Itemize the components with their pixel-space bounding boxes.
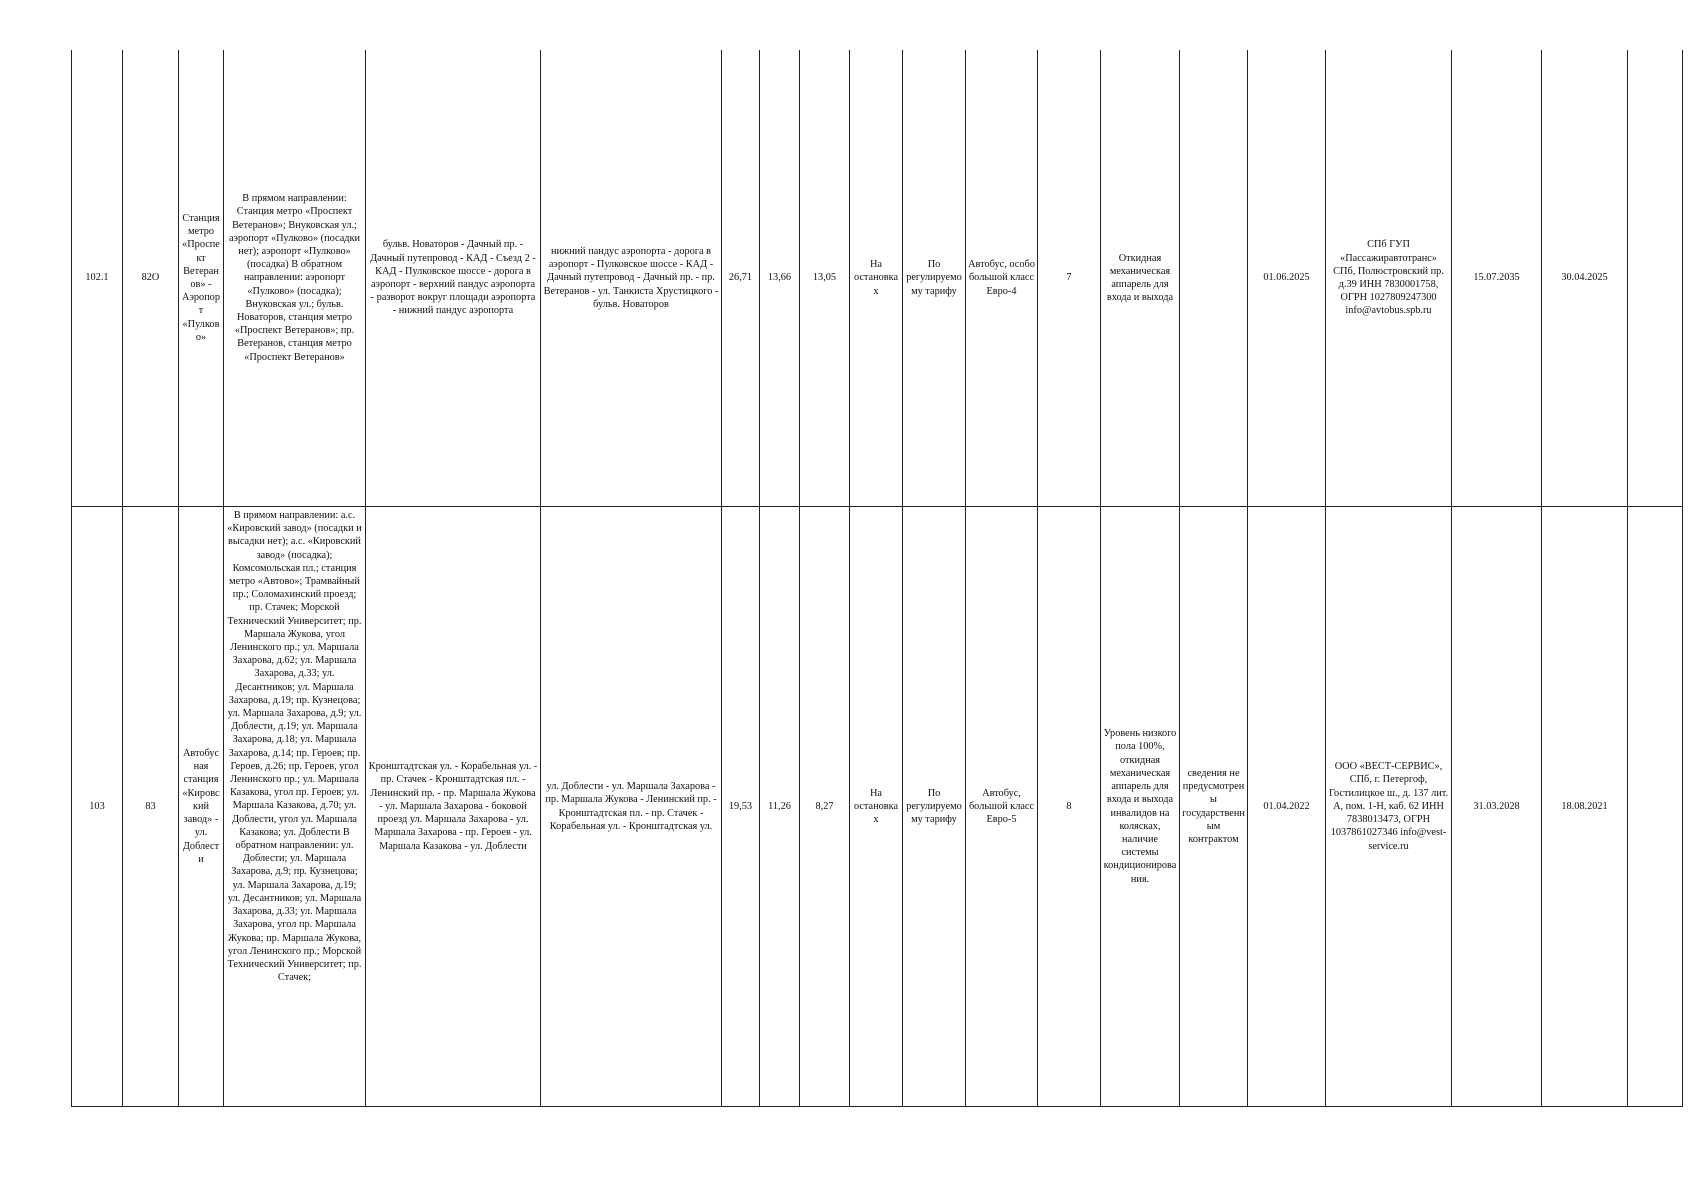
- route-number-cell: 83: [123, 507, 179, 1107]
- vehicle-count-cell: 8: [1038, 507, 1101, 1107]
- features-cell: Уровень низкого пола 100%, откидная механическая аппарель для входа и выхода инвалидов на колясках, наличие системы кондиционирования.: [1101, 507, 1180, 1107]
- table-row: [72, 50, 1683, 507]
- length-back-cell: 13,66: [760, 50, 800, 507]
- features-cell: Откидная механическая аппарель для входа и выхода: [1101, 50, 1180, 507]
- start-date-cell: 01.06.2025: [1248, 50, 1326, 507]
- streets-back-cell: нижний пандус аэропорта - дорога в аэропорт - Пулковское шоссе - КАД - Дачный путепровод - Дачный пр. - пр. Ветеранов - ул. Танкиста Хрустицкого - бульв. Новаторов: [541, 50, 722, 507]
- reg-number-cell: 102.1: [72, 50, 123, 507]
- stops-cell: [224, 507, 366, 1107]
- route-name-cell: Автобусная станция «Кировский завод» - ул. Доблести: [179, 507, 224, 1107]
- tariff-cell: По регулируемому тарифу: [903, 507, 966, 1107]
- route-number-cell: 82О: [123, 50, 179, 507]
- note-cell: [1628, 50, 1683, 507]
- start-date-cell: 01.04.2022: [1248, 507, 1326, 1107]
- vehicle-count-cell: 7: [1038, 50, 1101, 507]
- carrier-cell: СПб ГУП «Пассажиравтотранс» СПб, Полюстровский пр. д.39 ИНН 7830001758, ОГРН 1027809247300 info@avtobus.spb.ru: [1326, 50, 1452, 507]
- length-back-cell: 11,26: [760, 507, 800, 1107]
- length-total-cell: 8,27: [800, 507, 850, 1107]
- stops-cell: В прямом направлении: Станция метро «Проспект Ветеранов»; Внуковская ул.; аэропорт «Пулково» (посадки нет); аэропорт «Пулково» (посадка) В обратном направлении: аэропорт «Пулково» (посадка); Внуковская ул.; бульв. Новаторов, станция метро «Проспект Ветеранов»; пр. Ветеранов, станция метро «Проспект Ветеранов»: [224, 50, 366, 507]
- boarding-cell: На остановках: [850, 50, 903, 507]
- length-total-cell: 13,05: [800, 50, 850, 507]
- contract-cell: [1180, 50, 1248, 507]
- length-forward-cell: 19,53: [722, 507, 760, 1107]
- table-row: [72, 507, 1683, 1107]
- route-name-cell: Станция метро «Проспект Ветеранов» - Аэропорт «Пулково»: [179, 50, 224, 507]
- issue-date-cell: 30.04.2025: [1542, 50, 1628, 507]
- length-forward-cell: 26,71: [722, 50, 760, 507]
- contract-cell: сведения не предусмотрены государственным контрактом: [1180, 507, 1248, 1107]
- stops-text: В прямом направлении: а.с. «Кировский завод» (посадки и высадки нет); а.с. «Кировский завод» (посадка); Комсомольская пл.; станция метро «Автово»; Трамвайный пр.; Соломахинский проезд; пр. Стачек; Морской Технический Университет; пр. Маршала Жукова, угол Ленинского пр.; ул. Маршала Захарова, д.62; ул. Маршала Захарова, д.33; ул. Десантников; ул. Маршала Захарова, д.19; пр. Кузнецова; ул. Маршала Захарова, д.9; ул. Доблести, д.19; ул. Маршала Захарова, д.18; ул. Маршала Захарова, д.14; пр. Героев; пр. Героев, д.26; пр. Героев, угол Ленинского пр.; ул. Маршала Казакова, угол пр. Героев; ул. Маршала Казакова, д.70; ул. Доблести, угол ул. Маршала Казакова; ул. Доблести В обратном направлении: ул. Доблести; ул. Маршала Захарова, д.9; пр. Кузнецова; ул. Маршала Захарова, д.19; ул. Десантников; ул. Маршала Захарова, д.33; ул. Маршала Захарова, угол пр. Маршала Жукова; пр. Маршала Жукова, угол Ленинского пр.; Морской Технический Университет; пр. Стачек;: [227, 510, 362, 984]
- streets-back-cell: ул. Доблести - ул. Маршала Захарова - пр. Маршала Жукова - Ленинский пр. - Кронштадтская пл. - пр. Стачек - Корабельная ул. - Кронштадтская ул.: [541, 507, 722, 1107]
- boarding-cell: На остановках: [850, 507, 903, 1107]
- tariff-cell: По регулируемому тарифу: [903, 50, 966, 507]
- streets-forward-cell: бульв. Новаторов - Дачный пр. - Дачный путепровод - КАД - Съезд 2 - КАД - Пулковское шоссе - дорога в аэропорт - верхний пандус аэропорта - разворот вокруг площади аэропорта - нижний пандус аэропорта: [366, 50, 541, 507]
- note-cell: [1628, 507, 1683, 1107]
- vehicle-cell: Автобус, большой класс Евро-5: [966, 507, 1038, 1107]
- valid-until-cell: 15.07.2035: [1452, 50, 1542, 507]
- streets-forward-cell: Кронштадтская ул. - Корабельная ул. - пр. Стачек - Кронштадтская пл. - Ленинский пр. - пр. Маршала Жукова - ул. Маршала Захарова - боковой проезд ул. Маршала Захарова - ул. Маршала Захарова - пр. Героев - ул. Маршала Казакова - ул. Доблести: [366, 507, 541, 1107]
- carrier-cell: ООО «ВЕСТ-СЕРВИС», СПб, г. Петергоф, Гостилицкое ш., д. 137 лит. А, пом. 1-Н, каб. 62 ИНН 7838013473, ОГРН 1037861027346 info@vest-service.ru: [1326, 507, 1452, 1107]
- issue-date-cell: 18.08.2021: [1542, 507, 1628, 1107]
- routes-table: [71, 50, 1683, 1107]
- valid-until-cell: 31.03.2028: [1452, 507, 1542, 1107]
- reg-number-cell: 103: [72, 507, 123, 1107]
- vehicle-cell: Автобус, особо большой класс Евро-4: [966, 50, 1038, 507]
